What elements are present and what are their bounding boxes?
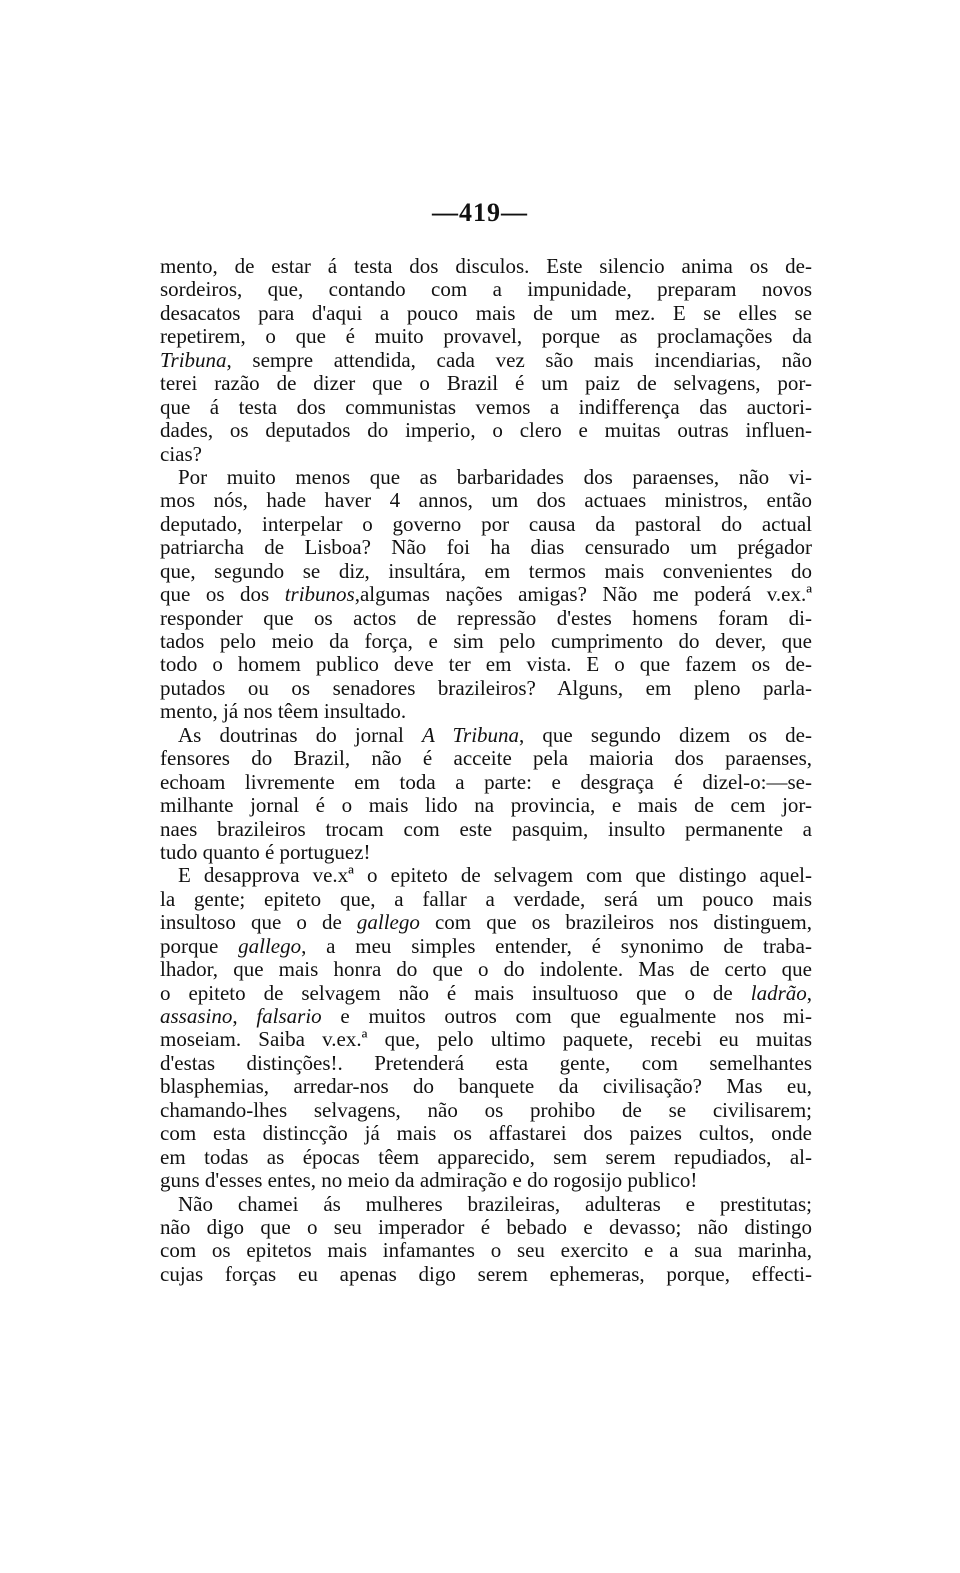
text-line: [160, 700, 812, 723]
text-line: [160, 864, 812, 887]
text-segment: putados ou os senadores brazileiros? Alguns, em pleno parla-: [160, 675, 812, 700]
italic-text: gallego: [356, 910, 420, 935]
text-segment: ,algumas nações amigas? Não me poderá v.ex.ª: [354, 582, 812, 607]
text-segment: responder que os actos de repressão d'estes homens foram di-: [160, 605, 812, 630]
text-segment: echoam livremente em toda a parte: e desgraça é dizel-o:—se-: [160, 769, 812, 794]
italic-text: tribunos: [284, 582, 355, 607]
text-segment: lhador, que mais honra do que o do indolente. Mas de certo que: [160, 957, 812, 982]
text-line: [160, 1239, 812, 1262]
text-line: [160, 818, 812, 841]
body-text: [160, 255, 812, 1286]
text-line: [160, 419, 812, 442]
text-line: [160, 607, 812, 630]
text-segment: , sempre attendida, cada vez são mais incendiarias, não: [226, 347, 812, 372]
paragraph: [160, 864, 812, 1192]
italic-text: assasino: [160, 1004, 233, 1028]
text-segment: ,: [232, 1004, 257, 1028]
text-segment: Por muito menos que as barbaridades dos paraenses, não vi-: [178, 464, 812, 489]
text-line: [160, 1052, 812, 1075]
text-segment: mos nós, hade haver 4 annos, um dos actuaes ministros, então: [160, 488, 812, 513]
text-segment: terei razão de dizer que o Brazil é um paiz de selvagens, por-: [160, 371, 812, 396]
text-segment: desacatos para d'aqui a pouco mais de um mez. E se elles se: [160, 300, 812, 325]
text-line: [160, 278, 812, 301]
text-segment: milhante jornal é o mais lido na provincia, e mais de cem jor-: [160, 793, 812, 818]
text-segment: cias?: [160, 441, 202, 466]
text-segment: ,: [806, 980, 812, 1005]
text-segment: o epiteto de selvagem não é mais insultuoso que o de: [160, 980, 751, 1005]
text-segment: repetirem, o que é muito provavel, porque as proclamações da: [160, 324, 812, 349]
text-segment: fensores do Brazil, não é acceite pela maioria dos paraenses,: [160, 746, 812, 771]
text-segment: , a meu simples entender, é synonimo de traba-: [301, 933, 812, 958]
text-line: [160, 1193, 812, 1216]
text-line: [160, 349, 812, 372]
text-line: [160, 583, 812, 606]
italic-text: gallego: [238, 933, 302, 958]
italic-text: Tribuna: [160, 347, 227, 372]
page-number: —419—: [432, 198, 528, 227]
text-line: [160, 794, 812, 817]
paragraph: [160, 466, 812, 724]
text-segment: que, segundo se diz, insultára, em termos mais convenientes do: [160, 558, 812, 583]
text-line: [160, 1169, 812, 1192]
text-line: [160, 443, 812, 466]
text-line: [160, 1263, 812, 1286]
text-segment: que os dos: [160, 582, 285, 607]
text-segment: em todas as épocas têem apparecido, sem serem repudiados, al-: [160, 1144, 812, 1169]
text-line: [160, 982, 812, 1005]
text-line: [160, 771, 812, 794]
text-segment: que á testa dos communistas vemos a indifferença das auctori-: [160, 394, 812, 419]
text-line: [160, 1075, 812, 1098]
italic-text: A Tribuna: [421, 722, 520, 747]
text-line: [160, 958, 812, 981]
text-segment: E desapprova ve.xª o epiteto de selvagem com que distingo aquel-: [178, 863, 812, 888]
text-line: [160, 677, 812, 700]
text-segment: As doutrinas do jornal: [178, 722, 422, 747]
italic-text: ladrão: [750, 980, 807, 1005]
text-segment: sordeiros, que, contando com a impunidade, preparam novos: [160, 277, 812, 302]
text-line: [160, 1028, 812, 1051]
paragraph: [160, 724, 812, 865]
text-line: [160, 1216, 812, 1239]
text-line: [160, 841, 812, 864]
text-segment: tados pelo meio da força, e sim pelo cumprimento do dever, que: [160, 629, 812, 653]
text-segment: naes brazileiros trocam com este pasquim, insulto permanente a: [160, 816, 812, 841]
text-line: [160, 396, 812, 419]
text-line: [160, 255, 812, 278]
text-segment: d'estas distinções!. Pretenderá esta gente, com semelhantes: [160, 1050, 812, 1075]
text-segment: porque: [160, 933, 239, 958]
text-segment: guns d'esses entes, no meio da admiração e do rogosijo publico!: [160, 1168, 698, 1193]
text-segment: dades, os deputados do imperio, o clero e muitas outras influen-: [160, 418, 812, 443]
text-segment: mento, de estar á testa dos disculos. Este silencio anima os de-: [160, 254, 812, 278]
text-segment: insultoso que o de: [160, 910, 357, 935]
text-segment: com esta distincção já mais os affastarei dos paizes cultos, onde: [160, 1121, 812, 1146]
text-segment: , que segundo dizem os de-: [519, 722, 812, 747]
text-segment: com que os brazileiros nos distinguem,: [419, 910, 812, 935]
text-segment: cujas forças eu apenas digo serem ephemeras, porque, effecti-: [160, 1261, 812, 1286]
text-segment: blasphemias, arredar-nos do banquete da civilisação? Mas eu,: [160, 1074, 812, 1099]
text-segment: deputado, interpelar o governo por causa da pastoral do actual: [160, 511, 812, 536]
text-line: [160, 302, 812, 325]
text-segment: chamando-lhes selvagens, não os prohibo de se civilisarem;: [160, 1097, 812, 1122]
paragraph: [160, 255, 812, 466]
text-segment: Não chamei ás mulheres brazileiras, adulteras e prestitutas;: [178, 1191, 812, 1216]
text-segment: patriarcha de Lisboa? Não foi ha dias censurado um prégador: [160, 535, 812, 560]
text-line: [160, 1005, 812, 1028]
text-line: [160, 560, 812, 583]
text-line: [160, 1122, 812, 1145]
text-line: [160, 935, 812, 958]
text-line: [160, 653, 812, 676]
text-line: [160, 747, 812, 770]
text-line: [160, 1099, 812, 1122]
text-segment: mento, já nos têem insultado.: [160, 699, 407, 724]
text-segment: e muitos outros com que egualmente nos mi-: [321, 1004, 813, 1028]
italic-text: falsario: [256, 1004, 322, 1028]
text-segment: com os epitetos mais infamantes o seu exercito e a sua marinha,: [160, 1238, 812, 1263]
text-line: [160, 513, 812, 536]
text-line: [160, 724, 812, 747]
text-line: [160, 466, 812, 489]
text-line: [160, 911, 812, 934]
text-segment: todo o homem publico deve ter em vista. E o que fazem os de-: [160, 652, 812, 677]
text-segment: não digo que o seu imperador é bebado e devasso; não distingo: [160, 1214, 812, 1239]
text-line: [160, 1146, 812, 1169]
text-segment: moseiam. Saiba v.ex.ª que, pelo ultimo paquete, recebi eu muitas: [160, 1027, 812, 1052]
text-line: [160, 489, 812, 512]
text-line: [160, 325, 812, 348]
text-segment: tudo quanto é portuguez!: [160, 839, 371, 864]
text-segment: la gente; epiteto que, a fallar a verdade, será um pouco mais: [160, 886, 812, 911]
text-line: [160, 372, 812, 395]
paragraph: [160, 1193, 812, 1287]
text-line: [160, 888, 812, 911]
text-line: [160, 536, 812, 559]
text-line: [160, 630, 812, 653]
